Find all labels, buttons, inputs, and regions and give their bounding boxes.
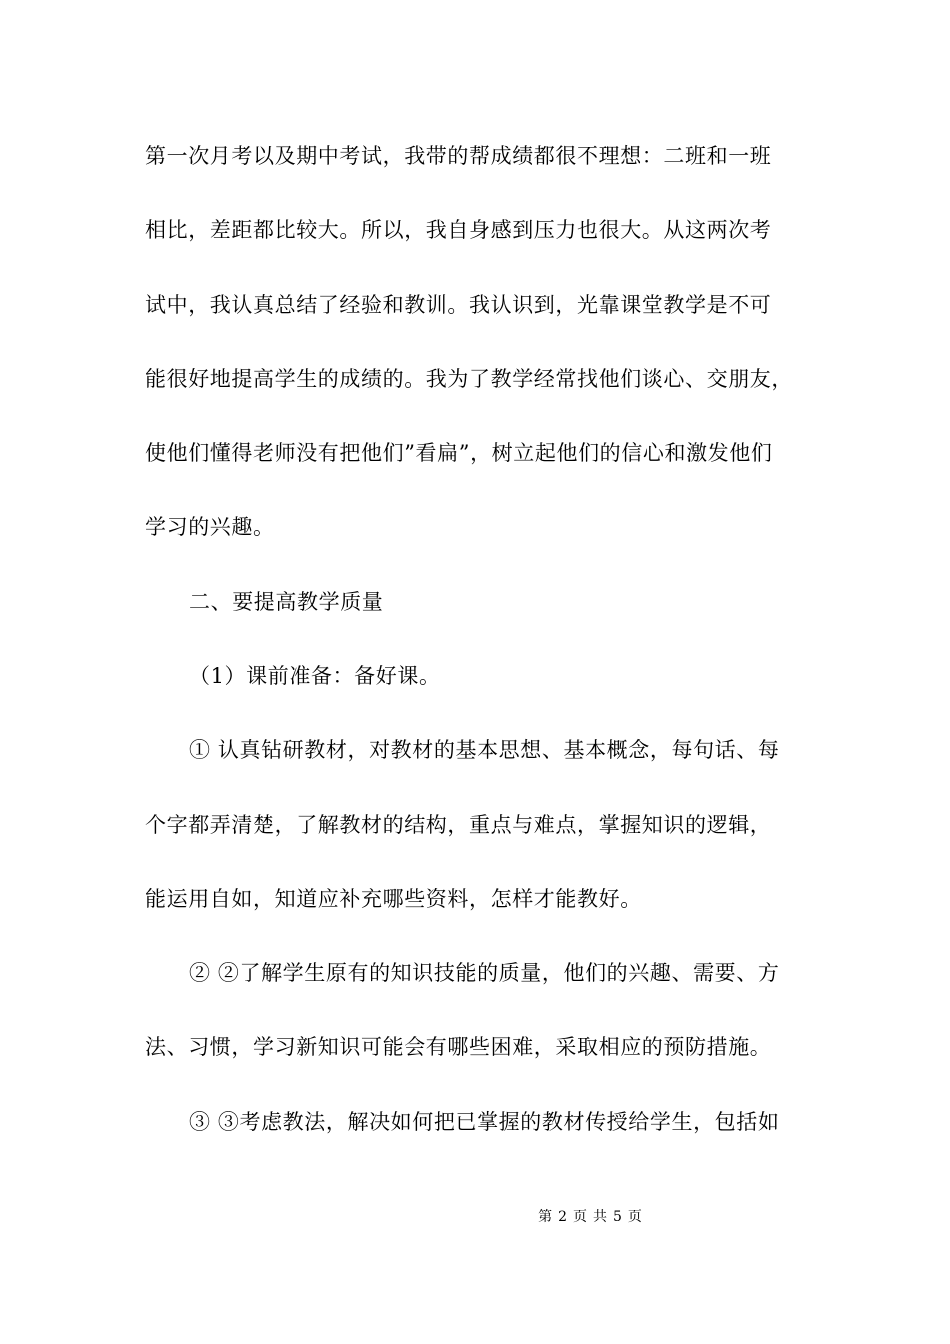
footer-current-page: 2: [558, 1209, 567, 1225]
list-item-line: ② ②了解学生原有的知识技能的质量，他们的兴趣、需要、方: [189, 961, 780, 985]
list-item-line: 法、习惯，学习新知识可能会有哪些困难，采取相应的预防措施。: [145, 1035, 772, 1059]
page-footer: [0, 1208, 950, 1226]
paragraph-line: 相比，差距都比较大。所以，我自身感到压力也很大。从这两次考: [145, 218, 772, 242]
list-item-line: 能运用自如，知道应补充哪些资料，怎样才能教好。: [145, 887, 642, 911]
paragraph-line: 第一次月考以及期中考试，我带的帮成绩都很不理想：二班和一班: [145, 144, 772, 168]
footer-total-word: 共: [593, 1209, 607, 1225]
paragraph-line: 使他们懂得老师没有把他们”看扁”，树立起他们的信心和激发他们: [145, 441, 773, 465]
footer-suffix: 页: [627, 1209, 642, 1225]
paragraph-line: 学习的兴趣。: [145, 515, 275, 539]
list-item-line: ③ ③考虑教法，解决如何把已掌握的教材传授给学生，包括如: [189, 1110, 780, 1134]
list-item-line: 个字都弄清楚，了解教材的结构，重点与难点，掌握知识的逻辑，: [145, 813, 772, 837]
list-item-line: ① 认真钻研教材，对教材的基本思想、基本概念，每句话、每: [189, 738, 780, 762]
footer-page-word: 页: [573, 1209, 587, 1225]
footer-total-pages: 5: [613, 1209, 622, 1225]
paragraph-line: 试中，我认真总结了经验和教训。我认识到，光靠课堂教学是不可: [145, 293, 772, 317]
section-heading: 二、要提高教学质量: [189, 590, 384, 614]
paragraph-line: 能很好地提高学生的成绩的。我为了教学经常找他们谈心、交朋友，: [145, 367, 793, 391]
footer-prefix: 第: [538, 1209, 553, 1225]
subsection-heading: （1）课前准备：备好课。: [189, 664, 441, 688]
